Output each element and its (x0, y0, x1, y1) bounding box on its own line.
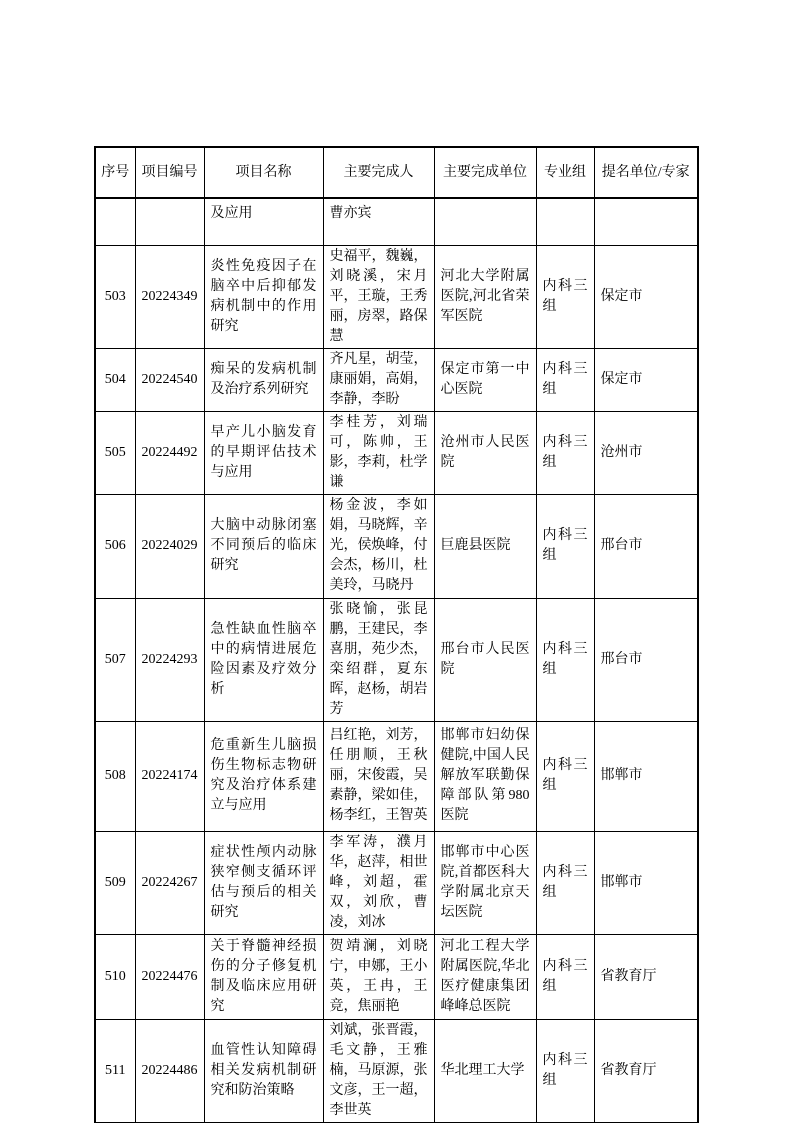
specialty-group-cell: 内科三组 (536, 598, 594, 721)
table-row (95, 245, 698, 348)
project-title-cell: 痴呆的发病机制及治疗系列研究 (204, 348, 323, 411)
header-row (95, 147, 698, 198)
nominator-cell: 邢台市 (594, 598, 698, 721)
main-people-cell: 曹亦宾 (323, 198, 434, 245)
specialty-group-cell: 内科三组 (536, 934, 594, 1019)
seq-cell: 509 (95, 831, 135, 934)
project-title-cell: 早产儿小脑发育的早期评估技术与应用 (204, 411, 323, 494)
table-row (95, 494, 698, 598)
project-title-cell: 关于脊髓神经损伤的分子修复机制及临床应用研究 (204, 934, 323, 1019)
project-title-cell: 急性缺血性脑卒中的病情进展危险因素及疗效分析 (204, 598, 323, 721)
main-people-cell: 李军涛，濮月华，赵萍，相世峰，刘超，霍双，刘欣，曹凌，刘冰 (323, 831, 434, 934)
seq-cell: 504 (95, 348, 135, 411)
project-title-cell: 症状性颅内动脉狭窄侧支循环评估与预后的相关研究 (204, 831, 323, 934)
main-org-cell: 河北工程大学附属医院,华北医疗健康集团峰峰总医院 (434, 934, 536, 1019)
project-code-cell: 20224349 (135, 245, 204, 348)
nominator-cell: 沧州市 (594, 411, 698, 494)
main-people-cell: 齐凡星，胡莹，康丽娟，高娟，李静，李盼 (323, 348, 434, 411)
specialty-group-cell (536, 198, 594, 245)
project-code-cell: 20224267 (135, 831, 204, 934)
table-row (95, 348, 698, 411)
nominator-cell: 保定市 (594, 245, 698, 348)
nominator-cell: 省教育厅 (594, 934, 698, 1019)
seq-cell: 511 (95, 1019, 135, 1123)
main-people-cell: 史福平，魏巍，刘晓溪，宋月平，王璇，王秀丽，房翠，路保慧 (323, 245, 434, 348)
project-code-cell (135, 198, 204, 245)
main-org-cell: 邢台市人民医院 (434, 598, 536, 721)
main-people-cell: 张晓愉，张昆鹏，王建民，李喜朋，苑少杰，栾绍群，夏东晖，赵杨，胡岩芳 (323, 598, 434, 721)
main-org-cell (434, 198, 536, 245)
main-org-cell: 保定市第一中心医院 (434, 348, 536, 411)
table-row (95, 1019, 698, 1123)
seq-cell: 506 (95, 494, 135, 598)
project-code-cell: 20224476 (135, 934, 204, 1019)
project-code-cell: 20224293 (135, 598, 204, 721)
specialty-group-cell: 内科三组 (536, 348, 594, 411)
header-specialty-group: 专业组 (536, 147, 594, 198)
header-seq: 序号 (95, 147, 135, 198)
seq-cell: 508 (95, 721, 135, 831)
header-main-people: 主要完成人 (323, 147, 434, 198)
main-org-cell: 河北大学附属医院,河北省荣军医院 (434, 245, 536, 348)
main-people-cell: 李桂芳，刘瑞可，陈帅，王影，李莉，杜学谦 (323, 411, 434, 494)
project-title-cell: 危重新生儿脑损伤生物标志物研究及治疗体系建立与应用 (204, 721, 323, 831)
main-people-cell: 杨金波，李如娟，马晓辉，辛光，侯焕峰，付会杰，杨川，杜美玲，马晓丹 (323, 494, 434, 598)
project-title-cell: 炎性免疫因子在脑卒中后抑郁发病机制中的作用研究 (204, 245, 323, 348)
project-code-cell: 20224540 (135, 348, 204, 411)
project-code-cell: 20224029 (135, 494, 204, 598)
nominator-cell: 保定市 (594, 348, 698, 411)
seq-cell: 505 (95, 411, 135, 494)
nominator-cell: 邢台市 (594, 494, 698, 598)
seq-cell (95, 198, 135, 245)
project-title-cell: 血管性认知障碍相关发病机制研究和防治策略 (204, 1019, 323, 1123)
seq-cell: 510 (95, 934, 135, 1019)
main-org-cell: 邯郸市妇幼保健院,中国人民解放军联勤保障部队第980医院 (434, 721, 536, 831)
award-projects-table (94, 146, 699, 1123)
nominator-cell: 省教育厅 (594, 1019, 698, 1123)
nominator-cell (594, 198, 698, 245)
main-people-cell: 贺靖澜，刘晓宁，申娜，王小英，王冉，王竞，焦丽艳 (323, 934, 434, 1019)
table-row (95, 411, 698, 494)
header-project-code: 项目编号 (135, 147, 204, 198)
table-row (95, 831, 698, 934)
specialty-group-cell: 内科三组 (536, 245, 594, 348)
specialty-group-cell: 内科三组 (536, 831, 594, 934)
specialty-group-cell: 内科三组 (536, 411, 594, 494)
specialty-group-cell: 内科三组 (536, 1019, 594, 1123)
project-code-cell: 20224486 (135, 1019, 204, 1123)
nominator-cell: 邯郸市 (594, 721, 698, 831)
table-body (95, 198, 698, 1123)
project-title-cell: 及应用 (204, 198, 323, 245)
specialty-group-cell: 内科三组 (536, 721, 594, 831)
table-header (95, 147, 698, 198)
nominator-cell: 邯郸市 (594, 831, 698, 934)
header-nominator: 提名单位/专家 (594, 147, 698, 198)
main-org-cell: 沧州市人民医院 (434, 411, 536, 494)
project-code-cell: 20224492 (135, 411, 204, 494)
table-row (95, 198, 698, 245)
table-row (95, 934, 698, 1019)
header-project-title: 项目名称 (204, 147, 323, 198)
project-title-cell: 大脑中动脉闭塞不同预后的临床研究 (204, 494, 323, 598)
table-row (95, 598, 698, 721)
header-main-org: 主要完成单位 (434, 147, 536, 198)
project-code-cell: 20224174 (135, 721, 204, 831)
specialty-group-cell: 内科三组 (536, 494, 594, 598)
seq-cell: 507 (95, 598, 135, 721)
seq-cell: 503 (95, 245, 135, 348)
table-row (95, 721, 698, 831)
main-org-cell: 邯郸市中心医院,首都医科大学附属北京天坛医院 (434, 831, 536, 934)
main-org-cell: 华北理工大学 (434, 1019, 536, 1123)
main-people-cell: 刘斌，张晋霞，毛文静，王雅楠，马原源，张文彦，王一超，李世英 (323, 1019, 434, 1123)
main-org-cell: 巨鹿县医院 (434, 494, 536, 598)
main-people-cell: 吕红艳，刘芳，任朋顺，王秋丽，宋俊霞，吴素静，梁如佳，杨李红，王智英 (323, 721, 434, 831)
